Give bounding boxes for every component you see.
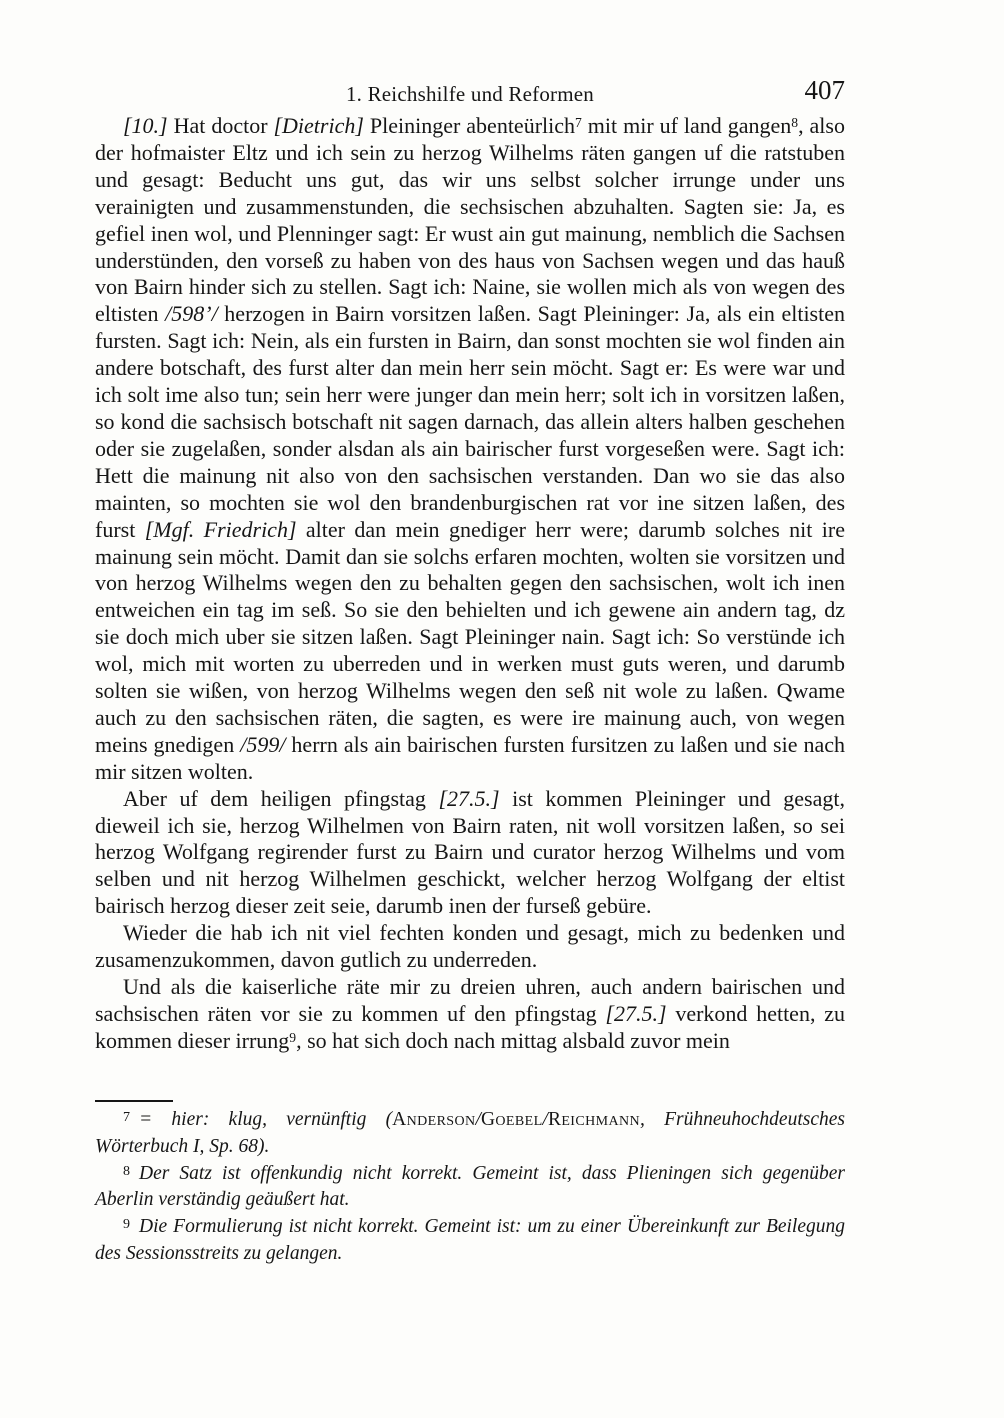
text-run: = hier: klug, vernünftig ( [139, 1109, 393, 1130]
text-run: Reichmann [547, 1109, 641, 1130]
text-run: , Frühneuhochdeutsches Wörterbuch I, Sp. 68). [95, 1109, 845, 1157]
text-run: [27.5.] [605, 1000, 667, 1026]
text-run: verkond hetten, zu kommen dieser irrung [95, 1000, 846, 1053]
footnote-number: 7 [123, 1109, 131, 1125]
page-number: 407 [804, 75, 845, 105]
text-run: Pleininger abenteürlich [363, 113, 576, 138]
text-run: ist kommen Pleininger und gesagt, dieweil ich sie, herzog Wilhelmen von Bairn raten, nit woll vorsitzen laßen, so sei herzog Wolfgang regirender furst zu Bairn und curator herzog Wilhelms und vom selben und nit herzog Wilhelmen geschickt, welcher herzog Wolfgang der eltist bairisch herzog dieser zeit seie, darumb inen der furseß gebüre. [95, 785, 846, 919]
text-run: , also der hofmaister Eltz und ich sein zu herzog Wilhelms räten gangen uf die ratstuben und gesagt: Beducht uns gut, das wir uns selbst solcher irrunge under uns verainigten und zusammenstunden, die sechsischen abzuhalten. Sagten sie: Ja, es gefiel inen wol, und Plenninger sagt: Er wust ain gut mainung, nemblich die Sachsen understünden, den vorseß zu haben von des haus von Sachsen wegen und das hauß von Bairn hinder sich zu stellen. Sagt ich: Naine, sie wollen mich als von wegen des eltisten [95, 113, 845, 327]
paragraph-3 [95, 920, 845, 974]
footnote-number: 9 [123, 1216, 131, 1233]
section-title: 1. Reichshilfe und Reformen [345, 82, 594, 106]
paragraph-1 [95, 113, 845, 786]
footnote-ref: 7 [575, 115, 582, 130]
text-run: , so hat sich doch nach mittag alsbald zuvor mein [296, 1027, 730, 1053]
text-run: alter dan mein gnediger herr were; darumb solches nit ire mainung sein möcht. Damit dan sie solchs erfaren mochten, wolten sie vorsitzen und von herzog Wilhelms wegen den zu behalten gegen den sachsischen, wolt ich inen entweichen ein tag im seß. So sie den behielten und ich gewene ain andern tag, dz sie doch mich uber sie sitzen laßen. Sagt Pleininger nain. Sagt ich: So verstünde ich wol, mich mit worten zu uberreden und in werken must guts weren, und darumb solten sie wißen, von herzog Wilhelms wegen den seß nit wole zu laßen. Qwame auch zu den sachsischen räten, die sagten, es were ire mainung auch, von wegen meins gnedigen [95, 516, 845, 757]
footnote-list [95, 1107, 845, 1268]
text-run: Die Formulierung ist nicht korrekt. Gemeint ist: um zu einer Übereinkunft zur Beilegung des Sessionsstreits zu gelangen. [95, 1216, 845, 1264]
footnote-ref: 8 [791, 115, 799, 130]
text-run: [Dietrich] [273, 113, 364, 138]
text-run: Und als die kaiserliche räte mir zu dreien uhren, auch andern bairischen und sachsischen räten vor sie zu kommen uf den pfingstag [95, 974, 845, 1026]
text-run: Anderson [392, 1109, 476, 1130]
text-run: [27.5.] [438, 785, 500, 811]
text-run: [Mgf. Friedrich] [144, 516, 297, 542]
footnote-8 [95, 1161, 845, 1215]
paragraph-4 [95, 974, 845, 1055]
body-text [95, 113, 845, 1055]
text-run: Wieder die hab ich nit viel fechten konden und gesagt, mich zu bedenken und zusamenzukommen, davon gutlich zu underreden. [95, 920, 845, 973]
text-run: / [542, 1109, 548, 1130]
text-run: [10.] [123, 113, 168, 138]
text-run: herzogen in Bairn vorsitzen laßen. Sagt Pleininger: Ja, als ein eltisten fursten. Sagt ich: Nein, als ein fursten in Bairn, dan sonst mochten sie wol finden ain andere botschaft, des furst alter dan mein herr sein möcht. Sagt er: Es were war und ich solt ime also tun; sein herr were junger dan mein herr; solt ich in vorsitzen laßen, so kond die sachsisch botschaft nit sagen darnach, das allein alters halben geschehen oder sie zugelaßen, sonder alsdan als ain bairischer furst vorgeseßen were. Sagt ich: Hett die mainung nit also von den sachsischen verstanden. Dan wo sie das also mainten, so mochten sie wol den brandenburgischen rat vor ine sitzen laßen, des furst [95, 301, 845, 542]
text-run: / [475, 1109, 481, 1130]
text-run: /599/ [240, 731, 286, 757]
footnotes-section [95, 1100, 845, 1268]
footnote-9 [95, 1214, 845, 1268]
footnote-separator [95, 1100, 173, 1102]
text-run: mit mir uf land gangen [581, 113, 792, 138]
text-run: Der Satz ist offenkundig nicht korrekt. Gemeint ist, dass Plieningen sich gegenüber Aberlin verständig geäußert hat. [95, 1162, 845, 1211]
text-run: Goebel [480, 1109, 543, 1130]
running-header [95, 75, 845, 109]
text-run: Aber uf dem heiligen pfingstag [123, 785, 439, 811]
text-run: /598’/ [165, 301, 218, 327]
text-run: herrn als ain bairischen fursten fursitzen zu laßen und sie nach mir sitzen wolten. [95, 731, 845, 784]
footnote-ref: 9 [289, 1029, 297, 1045]
paragraph-2 [95, 786, 845, 921]
footnote-number: 8 [123, 1162, 131, 1179]
footnote-7 [95, 1107, 845, 1161]
text-run: Hat doctor [167, 113, 274, 138]
